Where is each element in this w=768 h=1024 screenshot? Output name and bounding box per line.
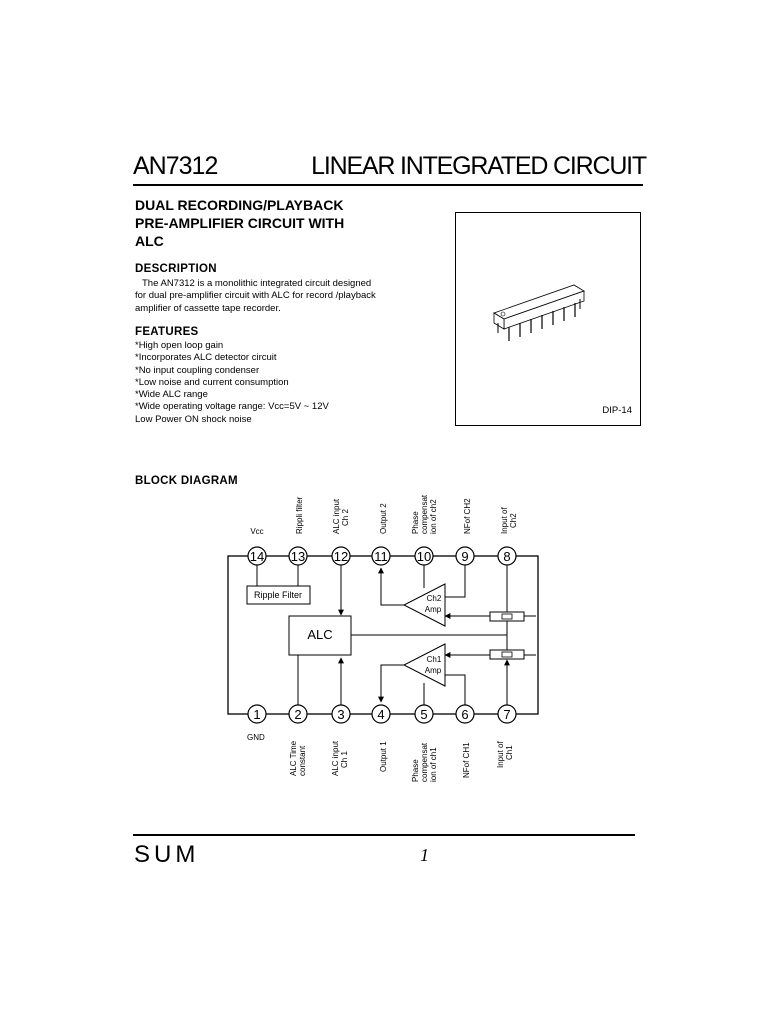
svg-text:ALC input: ALC input (332, 498, 341, 534)
description-line: amplifier of cassette tape recorder. (135, 302, 281, 314)
pin-number: 3 (337, 707, 345, 722)
ch1-amp-label: Ch1 (426, 655, 442, 664)
pin-number: 14 (249, 549, 265, 564)
ripple-filter-label: Ripple Filter (253, 590, 303, 600)
feature-item: *Low noise and current consumption (135, 376, 289, 388)
pin-number: 8 (503, 549, 511, 564)
block-diagram-heading: BLOCK DIAGRAM (135, 475, 238, 487)
pin-number: 5 (420, 707, 428, 722)
feature-item: *No input coupling condenser (135, 364, 260, 376)
pin-number: 2 (294, 707, 302, 722)
pin-number: 6 (461, 707, 469, 722)
alc-time-label (289, 740, 307, 776)
footer-divider (133, 834, 635, 836)
gnd-label: GND (247, 733, 265, 742)
feature-item: *High open loop gain (135, 340, 224, 351)
description-heading: DESCRIPTION (135, 263, 217, 275)
svg-text:Input of: Input of (500, 507, 509, 534)
description-line: for dual pre-amplifier circuit with ALC for record /playback (135, 290, 376, 302)
title-line: DUAL RECORDING/PLAYBACK (135, 197, 344, 213)
svg-text:Ch 2: Ch 2 (341, 509, 350, 526)
footer-brand: SUM (134, 841, 200, 868)
svg-text:ALC Time: ALC Time (289, 740, 298, 776)
feature-item: *Wide ALC range (135, 389, 208, 401)
svg-text:Phase: Phase (411, 511, 420, 534)
pin-number: 9 (461, 549, 469, 564)
pin-number: 4 (377, 707, 385, 722)
pin-number: 13 (290, 549, 306, 564)
svg-text:Ch 1: Ch 1 (340, 751, 349, 768)
svg-text:ion of ch2: ion of ch2 (429, 499, 438, 534)
nfof-ch2-label: NFof CH2 (463, 498, 472, 534)
pin-number: 12 (333, 549, 349, 564)
part-number: AN7312 (133, 152, 218, 180)
title-line: PRE-AMPLIFIER CIRCUIT WITH (135, 215, 345, 231)
feature-item: *Wide operating voltage range: Vcc=5V ~ 12V (135, 401, 329, 413)
svg-text:Ch1: Ch1 (505, 745, 514, 760)
document-type: LINEAR INTEGRATED CIRCUIT (311, 152, 646, 180)
ripple-pin-label: Rippli filter (295, 496, 304, 534)
description-line: The AN7312 is a monolithic integrated circuit designed (142, 278, 372, 289)
ch2-input-coupler (490, 612, 524, 621)
pin-number: 1 (253, 707, 261, 722)
svg-text:ion of ch1: ion of ch1 (429, 747, 438, 782)
svg-text:constant: constant (298, 745, 307, 776)
features-heading: FEATURES (135, 326, 199, 338)
alc-input-ch1-label (331, 740, 349, 776)
vcc-label: Vcc (250, 527, 264, 536)
ch1-amp-block (404, 644, 445, 686)
page-number: 1 (420, 845, 429, 865)
svg-text:compensat: compensat (420, 742, 429, 782)
svg-text:ALC input: ALC input (331, 740, 340, 776)
ch1-amp-label: Amp (424, 666, 442, 675)
package-label: DIP-14 (602, 405, 632, 416)
pin-number: 11 (374, 549, 388, 564)
input-ch1-label (496, 741, 514, 768)
alc-input-ch2-label (332, 498, 350, 534)
feature-item: Low Power ON shock noise (135, 413, 252, 425)
ch2-amp-label: Amp (424, 605, 442, 614)
pin-number: 7 (503, 707, 511, 722)
pin-number: 10 (416, 549, 432, 564)
title-line: ALC (135, 233, 164, 249)
ch1-input-coupler (490, 650, 524, 659)
svg-text:Ch2: Ch2 (509, 513, 518, 528)
output1-label: Output 1 (379, 741, 388, 772)
svg-text:compensat: compensat (420, 494, 429, 534)
svg-text:Input of: Input of (496, 741, 505, 768)
feature-item: *Incorporates ALC detector circuit (135, 352, 277, 364)
nfof-ch1-label: NFof CH1 (462, 742, 471, 778)
phase-ch1-label (411, 742, 438, 782)
input-ch2-label (500, 507, 518, 534)
alc-label: ALC (307, 627, 333, 642)
output2-label: Output 2 (379, 503, 388, 534)
ch2-amp-label: Ch2 (426, 594, 442, 603)
phase-ch2-label (411, 494, 438, 534)
svg-text:Phase: Phase (411, 759, 420, 782)
